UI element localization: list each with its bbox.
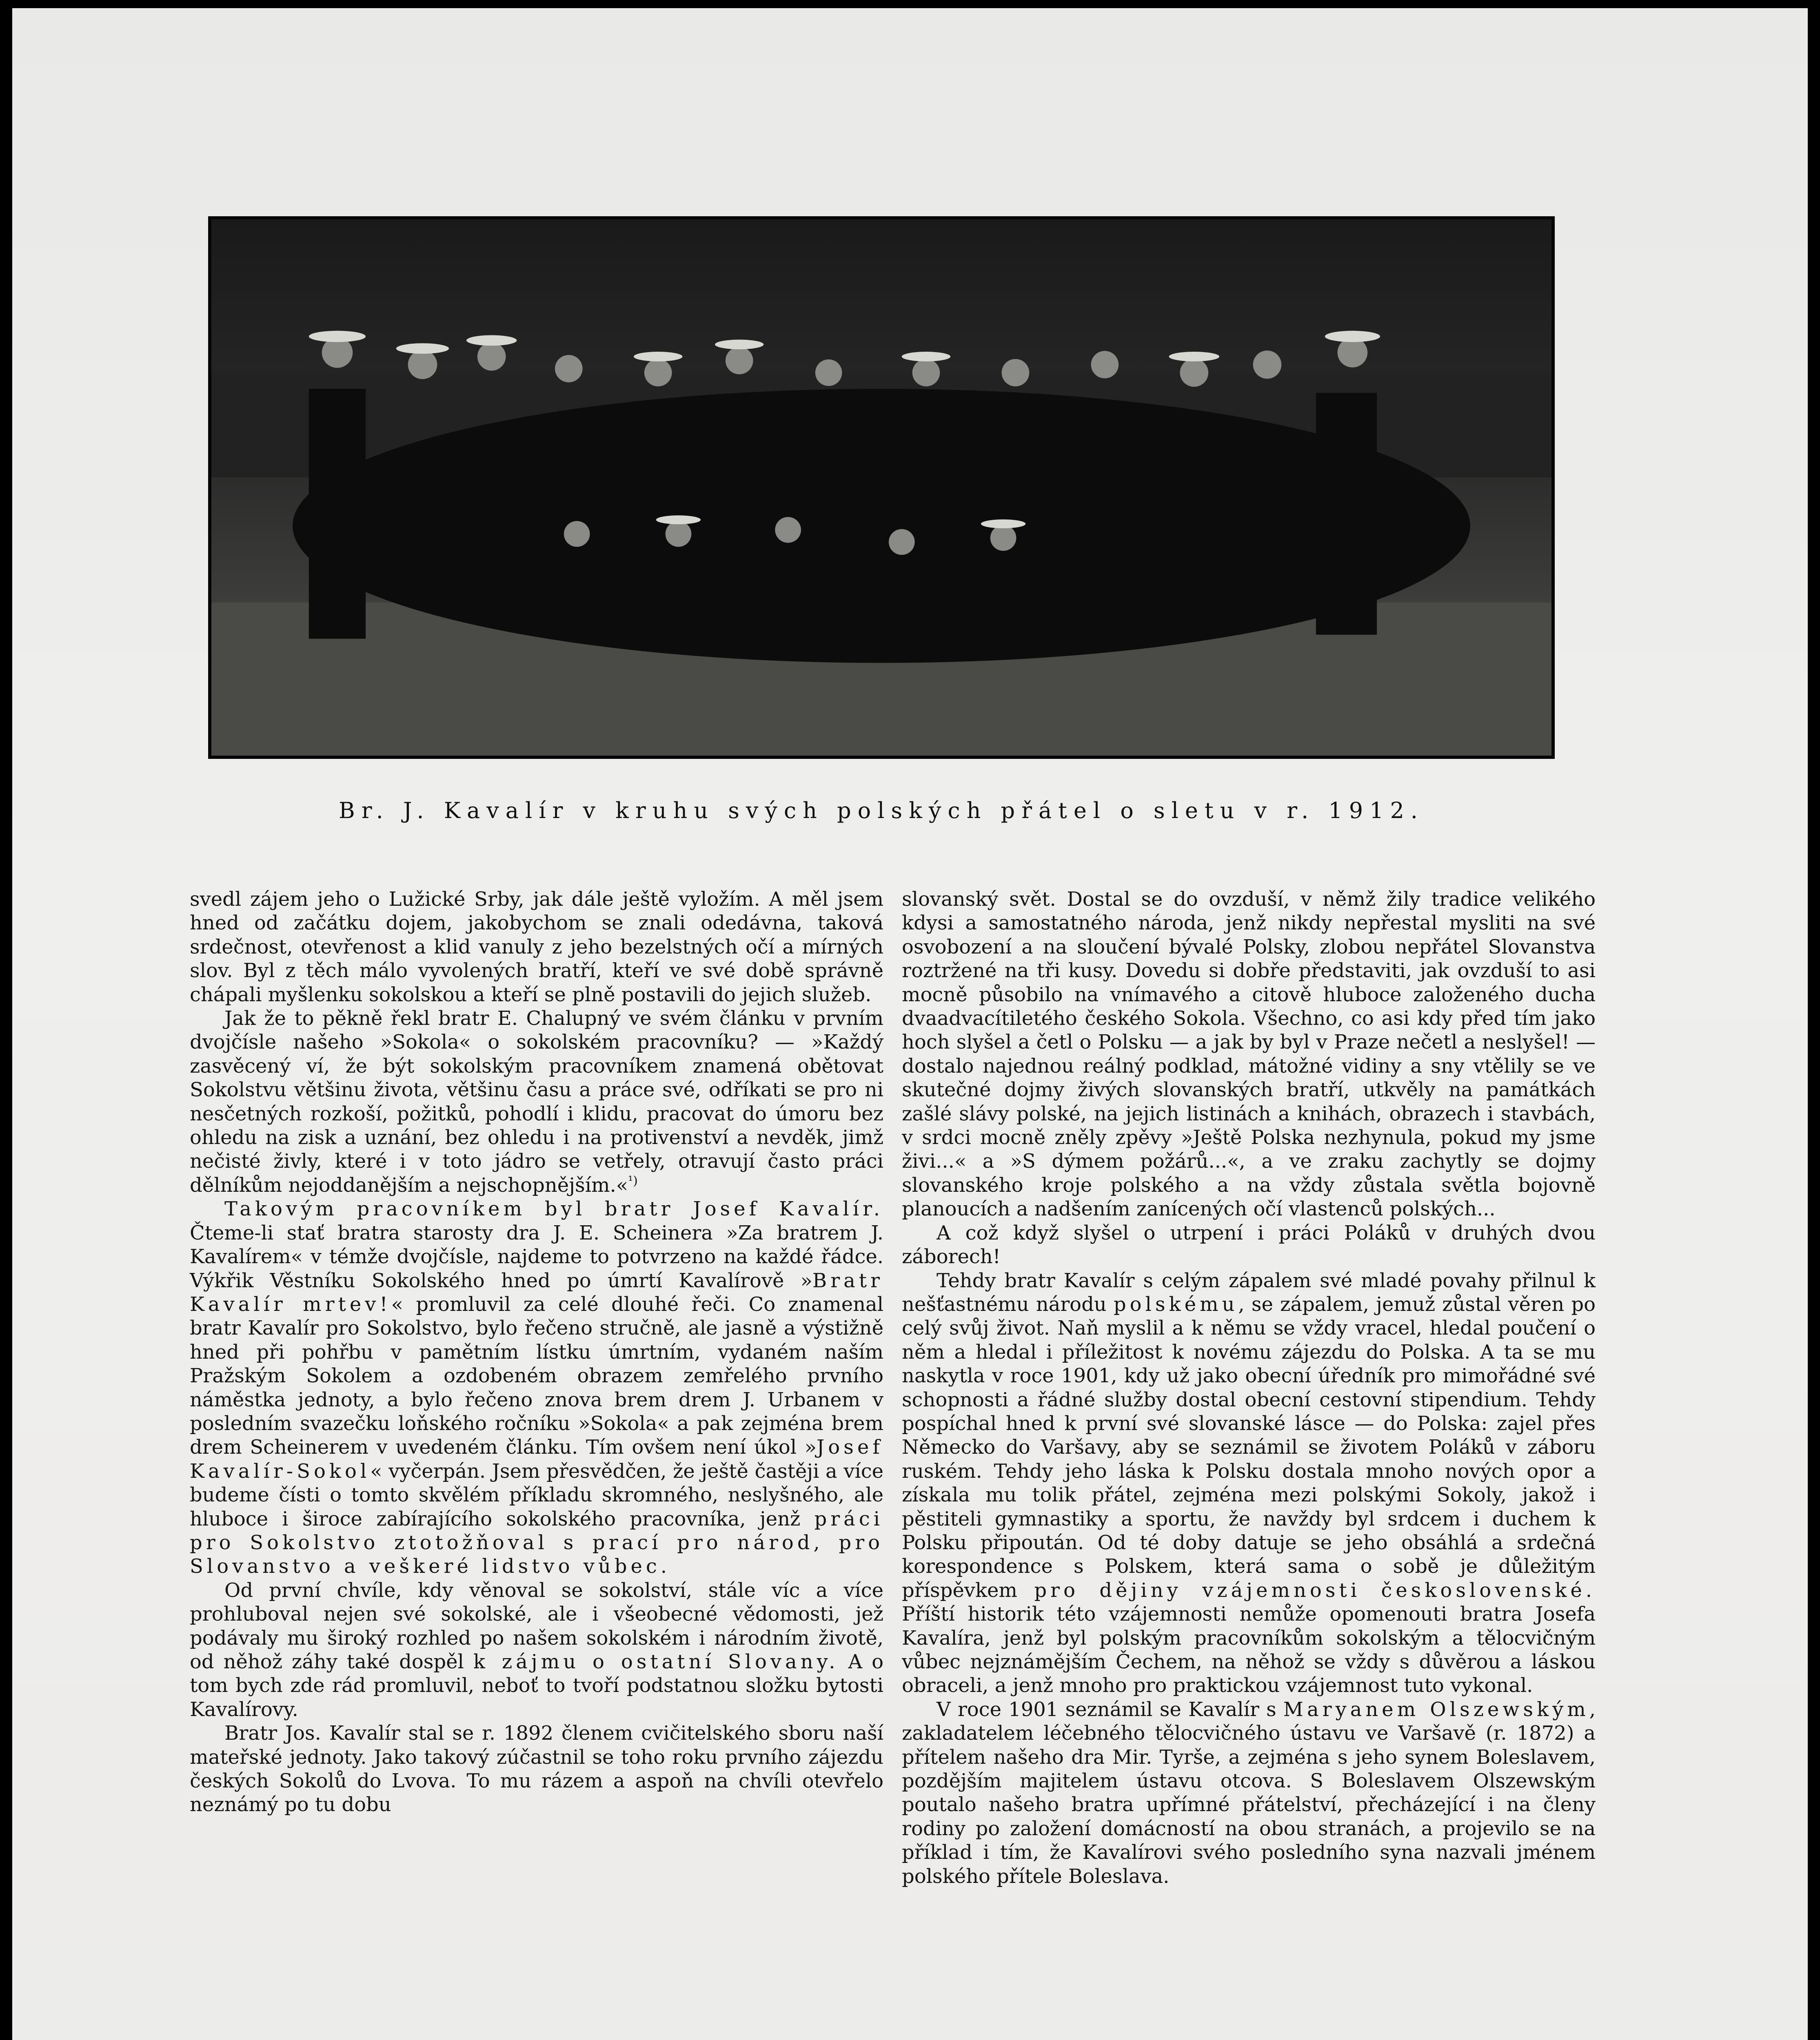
spaced-text: polskému bbox=[1113, 1293, 1238, 1316]
spaced-text: Josef Kavalír-Sokol bbox=[190, 1436, 883, 1483]
spaced-text: Takovým pracovníkem byl bratr Josef Kavalír. bbox=[224, 1197, 883, 1221]
paragraph-text: Příští historik této vzájemnosti nemůže opomenouti bratra Josefa Kavalíra, jenž byl polským pracovníkům sokolským a tělocvičným vůbec nejznámějším Čechem, na něhož se vždy s důvěrou a láskou obraceli, a jenž mnoho pro praktickou vzájemnost tuto vykonal. bbox=[902, 1603, 1596, 1697]
paragraph bbox=[190, 1579, 883, 1721]
photo-caption: Br. J. Kavalír v kruhu svých polských přátel o sletu v r. 1912. bbox=[339, 798, 1424, 823]
paragraph: slovanský svět. Dostal se do ovzduší, v němž žily tradice velikého kdysi a samostatného národa, jenž nikdy nepřestal mysliti na své osvobození a na sloučení bývalé Polsky, zlobou nepřátel Slovanstva roztržené na tři kusy. Dovedu si dobře představiti, jak ovzduší to asi mocně působilo na vnímavého a citově hlubоce založeného ducha dvaadvacítiletého českého Sokola. Všechno, co asi kdy před tím jako hoch slyšel a četl o Polsku — a jak by byl v Praze nečetl a neslyšel! — dostalo najednou reálný podklad, mátožné vidiny a sny vtělily se ve skutečné dojmy živých slovanských bratří, utkvěly na památkách zašlé slávy polské, na jejich listinách a knihách, obrazech i stavbách, v srdci mocně zněly zpěvy »Ještě Polska nezhynula, pokud my jsme živi...« a »S dýmem požárů...«, a ve zraku zachytly se dojmy slovanského kroje polského a na vždy zůstala světla bojovně planoucích a nadšením zanícených očí vlastenců polských... bbox=[902, 888, 1596, 1221]
paragraph-text: A o tom bych zde rád promluvil, neboť to tvoří podstatnou složku bytosti Kavalírovy. bbox=[190, 1650, 884, 1721]
paragraph bbox=[902, 1698, 1596, 1888]
paragraph bbox=[902, 1269, 1596, 1698]
photo-illustration bbox=[211, 220, 1551, 756]
paragraph bbox=[190, 1197, 883, 1579]
spaced-text: práci pro Sokolstvo ztotožňoval s prací pro národ, pro Slovanstvo a veškeré lidstvo vůbec. bbox=[190, 1507, 883, 1578]
paragraph-text: Tehdy bratr Kavalír s celým zápalem své mladé povahy přilnul k nešťastnému národu bbox=[902, 1269, 1596, 1316]
paragraph: Bratr Jos. Kavalír stal se r. 1892 členem cvičitelského sboru naší mateřské jednoty. Jako takový zúčastnil se toho roku prvního zájezdu českých Sokolů do Lvova. To mu rázem a aspoň na chvíli otevřelo neznámý po tu dobu bbox=[190, 1722, 883, 1816]
paragraph-text: , se zápalem, jemuž zůstal věren po celý svůj život. Naň myslil a k němu se vždy vracel, hledal poučení o něm a hledal i příležitost k novému zájezdu do Polska. A ta se mu naskytla v roce 1901, kdy už jako obecní úředník pro mimořádné své schopnosti a řádné služby dostal obecní cestovní stipendium. Tehdy pospíchal hned k první své slovanské lásce — do Polska: zajel přes Německo do Varšavy, aby se seznámil se životem Poláků v záboru ruském. Tehdy jeho láska k Polsku dostala mnoho nových opor a získala mu tolik přátel, zejména mezi polskými Sokoly, jakož i pěstiteli gymnastiky a sportu, že navždy byl srdcem i duchem k Polsku připoután. Od té doby datuje se jeho obsáhlá a srdečná korespondence s Polskem, která sama o sobě je důležitým příspěvkem bbox=[902, 1293, 1596, 1602]
paragraph-text: , zakladatelem léčebného tělocvičného ústavu ve Varšavě (r. 1872) a přítelem našeho dra Mir. Tyrše, a zejména s jeho synem Boleslavem, pozdějším majitelem ústavu otcova. S Boleslavem Olszewským poutalo našeho bratra upřímné přátelství, přecházející i na členy rodiny po založení domácností na obou stranách, a projevilo se na příklad i tím, že Kavalírovi svého posledního syna nazvali jménem polského přítele Boleslava. bbox=[902, 1698, 1596, 1888]
paragraph: A což když slyšel o utrpení i práci Poláků v druhých dvou záborech! bbox=[902, 1221, 1596, 1268]
paragraph-text: Čteme-li stať bratra starosty dra J. E. Scheinera »Za bratrem J. Kavalírem« v témže dvojčísle, najdeme to potvrzeno na každé řádce. Výkřik Věstníku Sokolského hned po úmrtí Kavalírově » bbox=[190, 1221, 883, 1292]
paragraph bbox=[190, 1007, 883, 1197]
spaced-text: Bratr Kavalír mrtev! bbox=[190, 1269, 883, 1316]
footnote-ref: ¹) bbox=[628, 1173, 638, 1188]
paragraph-text: Jak že to pěkně řekl bratr E. Chalupný ve svém článku v prvním dvojčísle našeho »Sokola« o sokolském pracovníku? — »Každý zasvěcený ví, že být sokolským pracovníkem znamená obětovat Sokolstvu většinu života, většinu času a práce své, odříkati se pro ni nesčetných rozkoší, požitků, pohodlí i klidu, pracovat do úmoru bez ohledu na zisk a uznání, bez ohledu i na protivenství a nevděk, jimž nečisté živly, které i v toto jádro se vetřely, otravují často práci dělníkům nejoddanějším a nejschopnějším.« bbox=[190, 1007, 883, 1197]
right-column bbox=[902, 887, 1596, 1888]
spaced-text: k zájmu o ostatní Slovany. bbox=[473, 1650, 839, 1673]
paragraph-text: « vyčerpán. Jsem přesvědčen, že ještě častěji a více budeme čísti o tomto skvělém příkladu skromného, neslyšného, ale hluboce i široce zabírajícího sokolského pracovníka, jenž bbox=[190, 1459, 883, 1530]
paragraph-text: « promluvil za celé dlouhé řeči. Co znamenal bratr Kavalír pro Sokolstvo, bylo řečeno stručně, ale jasně a výstižně hned při pohřbu v pamětním lístku úmrtním, vydaném naším Pražským Sokolem a ozdobeném obrazem zemřelého prvního náměstka jednoty, a bylo řečeno znova brem drem J. Urbanem v posledním svazečku loňského ročníku »Sokola« a pak zejména brem drem Scheinerem v uvedeném článku. Tím ovšem není úkol » bbox=[190, 1293, 883, 1459]
group-photograph bbox=[208, 216, 1555, 759]
left-column bbox=[190, 887, 883, 1817]
paragraph: svedl zájem jeho o Lužické Srby, jak dále ještě vyložím. A měl jsem hned od začátku dojem, jakobychom se znali odedávna, taková srdečnost, otevřenost a klid vanuly z jeho bezelstných očí a mírných slov. Byl z těch málo vyvolených bratří, kteří ve své době správně chápali myšlenku sokolskou a kteří se plně postavili do jejich služeb. bbox=[190, 888, 883, 1006]
paragraph-text: V roce 1901 seznámil se Kavalír s bbox=[937, 1698, 1283, 1721]
spaced-text: Maryanem Olszewským bbox=[1283, 1698, 1589, 1721]
spaced-text: pro dějiny vzájemnosti československé. bbox=[1034, 1579, 1596, 1602]
paragraph-text: Od první chvíle, kdy věnoval se sokolství, stále víc a více prohluboval nejen své sokolské, ale i všeobecné vědomosti, jež podávaly mu široký rozhled po našem sokolském i národním životě, od něhož záhy také dospěl bbox=[190, 1579, 883, 1673]
